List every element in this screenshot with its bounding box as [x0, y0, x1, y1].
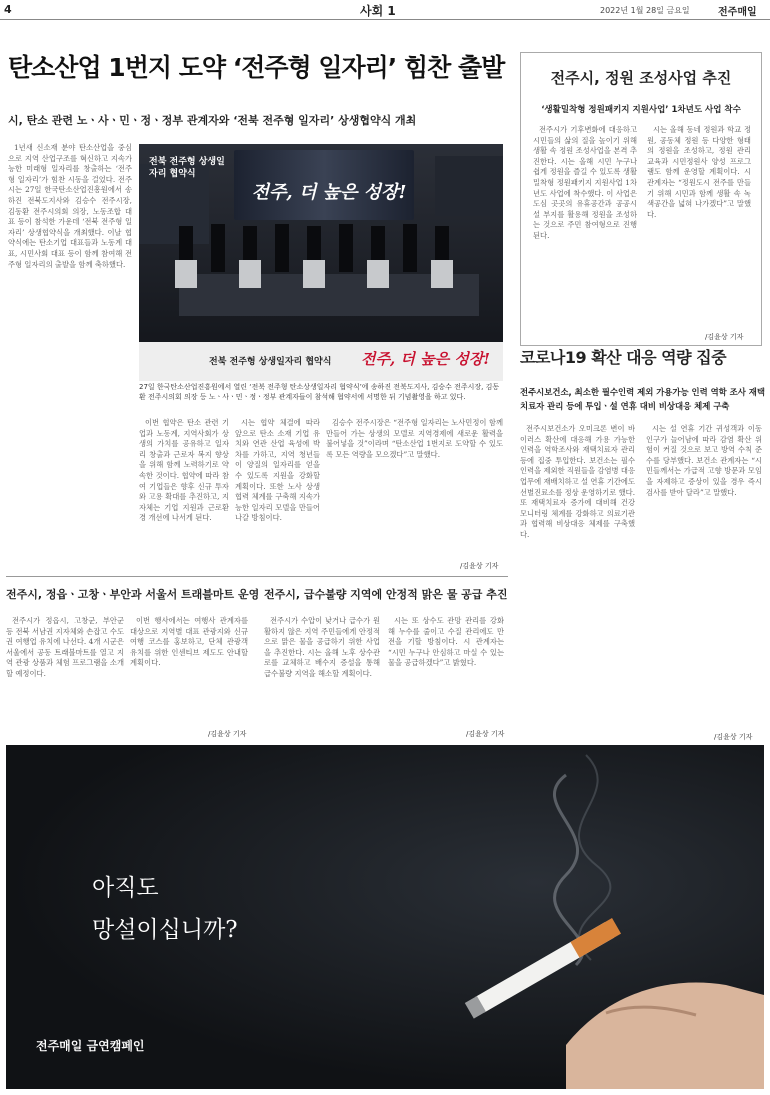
- travelmart-byline: /김윤상 기자: [208, 730, 247, 738]
- garden-article-box: [520, 52, 762, 346]
- garden-headline[interactable]: 전주시, 정원 조성사업 추진: [550, 69, 732, 87]
- main-subhead: 시, 탄소 관련 노ㆍ사ㆍ민ㆍ정ㆍ정부 관계자와 ‘전북 전주형 일자리’ 상생협약식 개최: [8, 114, 417, 127]
- water-col-2: 시는 또 상수도 관망 관리를 강화해 누수를 줄이고 수질 관리에도 만전을 기할 방침이다. 시 관계자는 “시민 누구나 안심하고 마실 수 있는 물을 공급하겠다”고 밝혔다.: [388, 616, 504, 668]
- main-article-col-4: 김승수 전주시장은 “전주형 일자리는 노사민정이 함께 만들어 가는 상생의 모델로 지역경제에 새로운 활력을 불어넣을 것”이라며 “탄소산업 1번지로 도약할 수 있도록 모든 역량을 모으겠다”고 말했다.: [326, 418, 503, 459]
- ad-slogan: 아직도 망설이십니까?: [92, 875, 238, 943]
- garden-byline: /김윤상 기자: [705, 333, 744, 341]
- covid-headline[interactable]: 코로나19 확산 대응 역량 집중: [520, 348, 727, 367]
- photo-caption: 27일 한국탄소산업진흥원에서 열린 ‘전북 전주형 탄소상생일자리 협약식’에 송하진 전북도지사, 김승수 전주시장, 김동환 전주시의회 의장 등 노ㆍ사ㆍ민ㆍ정ㆍ정부 관계자들이 참석해 협약서에 서명한 뒤 기념촬영을 하고 있다.: [139, 383, 500, 401]
- page-number: 4: [4, 3, 12, 16]
- photo-banner-slogan: 전주, 더 높은 성장!: [251, 182, 407, 203]
- main-headline[interactable]: 탄소산업 1번지 도약 ‘전주형 일자리’ 힘찬 출발: [8, 53, 505, 82]
- water-col-1: 전주시가 수압이 낮거나 급수가 원활하지 않은 지역 주민들에게 안정적으로 맑은 물을 공급하기 위한 사업을 추진한다. 시는 올해 노후 상수관로를 교체하고 배수지 증설을 통해 급수불량 지역을 해소할 계획이다.: [264, 616, 380, 678]
- main-article-byline: /김윤상 기자: [460, 562, 499, 570]
- covid-col-1: 전주시보건소가 오미크론 변이 바이러스 확산에 대응해 가용 가능한 인력을 역학조사와 재택치료자 관리 등에 집중 투입한다. 보건소는 필수인력을 제외한 직원들을 감염병 대응 업무에 재배치하고 설 연휴 기간에도 선별진료소를 정상 운영하기로 했다. 또 재택치료자 증가에 대비해 건강 모니터링 체계를 강화하고 의료기관과 협력해 비상대응 체제를 구축했다.: [520, 424, 635, 539]
- paper-name: 전주매일: [718, 7, 757, 18]
- main-article-col-3: 시는 협약 체결에 따라 앞으로 탄소 소재 기업 유치와 연관 산업 육성에 박차를 가하고, 지역 청년들이 양질의 일자리를 얻을 수 있도록 지원을 강화할 계획이다. 또한 노사 상생 협력 체계를 구축해 지속가능한 일자리 모델을 만들어 나갈 방침이다.: [235, 418, 320, 523]
- travelmart-col-2: 이번 행사에서는 여행사 관계자를 대상으로 지역별 대표 관광지와 신규 여행 코스를 홍보하고, 단체 관광객 유치를 위한 인센티브 제도도 안내할 계획이다.: [130, 616, 248, 668]
- main-article-col-1: 1년새 신소재 분야 탄소산업을 중심으로 지역 산업구조를 혁신하고 지속가능한 미래형 일자리를 창출하는 ‘전주형 일자리’가 힘찬 시동을 걸었다. 전주시는 27일 한국탄소산업진흥원에서 송하진 전북도지사와 김승수 전주시장, 김동환 전주시의회 의장, 노동조합 대표 등이 참석한 가운데 ‘전북 전주형 일자리’ 상생협약식을 개최했다. 이날 협약식에는 탄소기업 대표들과 노동계 대표, 시민사회 대표 등이 함께 참여해 전주형 일자리의 출발을 함께 축하했다.: [8, 143, 132, 269]
- photo-banner-bottom: 전북 전주형 상생일자리 협약식: [209, 357, 332, 367]
- water-byline: /김윤상 기자: [466, 730, 505, 738]
- no-smoking-campaign-ad[interactable]: [6, 745, 764, 1089]
- issue-date: 2022년 1월 28일 금요일: [600, 6, 690, 15]
- photo-banner-bottom-slogan: 전주, 더 높은 성장!: [361, 350, 490, 368]
- ad-campaign-label: 전주매일 금연캠페인: [36, 1039, 145, 1053]
- travelmart-col-1: 전주시가 정읍시, 고창군, 부안군 등 전북 서남권 지자체와 손잡고 수도권 여행업 유치에 나선다. 4개 시군은 서울에서 공동 트래블마트를 열고 지역 관광 상품과 체험 프로그램을 소개할 예정이다.: [6, 616, 124, 678]
- page-header: [0, 0, 770, 20]
- covid-byline: /김윤상 기자: [714, 733, 753, 741]
- water-headline[interactable]: 전주시, 급수불량 지역에 안정적 맑은 물 공급 추진: [264, 588, 508, 601]
- travelmart-headline[interactable]: 전주시, 정읍ㆍ고창ㆍ부안과 서울서 트래블마트 운영: [6, 588, 260, 601]
- divider-rule: [6, 576, 508, 577]
- garden-subhead: ‘생활밀착형 정원패키지 지원사업’ 1차년도 사업 착수: [541, 105, 741, 115]
- main-article-col-2: 이번 협약은 탄소 관련 기업과 노동계, 지역사회가 상생의 가치를 공유하고 일자리 창출과 근로자 복지 향상을 위해 함께 노력하기로 약속한 것이다. 협약에 따라 참여 기업들은 향후 신규 투자와 고용 확대를 추진하고, 지자체는 기업 지원과 근로환경 개선에 나서게 된다.: [139, 418, 229, 523]
- main-article-photo[interactable]: [139, 144, 503, 381]
- garden-col-1: 전주시가 기후변화에 대응하고 시민들의 삶의 질을 높이기 위해 생활 속 정원 조성사업을 본격 추진한다. 시는 올해 시민 누구나 쉽게 정원을 즐길 수 있도록 생활밀착형 정원패키지 지원사업 1차년도 사업에 착수했다. 이 사업은 도심 곳곳의 유휴공간과 공공시설 부지를 활용해 정원을 조성하는 것으로 주민 참여형으로 진행된다.: [533, 125, 637, 240]
- section-title: 사회 1: [360, 4, 396, 18]
- garden-col-2: 시는 올해 동네 정원과 학교 정원, 공동체 정원 등 다양한 형태의 정원을 조성하고, 정원 관리 교육과 시민정원사 양성 프로그램도 함께 운영할 계획이다. 시 관계자는 “정원도시 전주를 만들기 위해 시민과 함께 생활 속 녹색공간을 넓혀 나가겠다”고 말했다.: [647, 125, 751, 219]
- photo-banner-title: 전북 전주형 상생일자리 협약식: [149, 157, 225, 179]
- covid-col-2: 시는 설 연휴 기간 귀성객과 이동 인구가 늘어남에 따라 감염 확산 위험이 커질 것으로 보고 방역 수칙 준수를 당부했다. 보건소 관계자는 “시민들께서는 가급적 고향 방문과 모임을 자제하고 증상이 있을 경우 즉시 검사를 받아 달라”고 말했다.: [646, 424, 762, 497]
- covid-subhead: 전주시보건소, 최소한 필수인력 제외 가용가능 인력 역학 조사 재택치료자 관리 등에 투입ㆍ설 연휴 대비 비상대응 체제 구축: [520, 387, 765, 411]
